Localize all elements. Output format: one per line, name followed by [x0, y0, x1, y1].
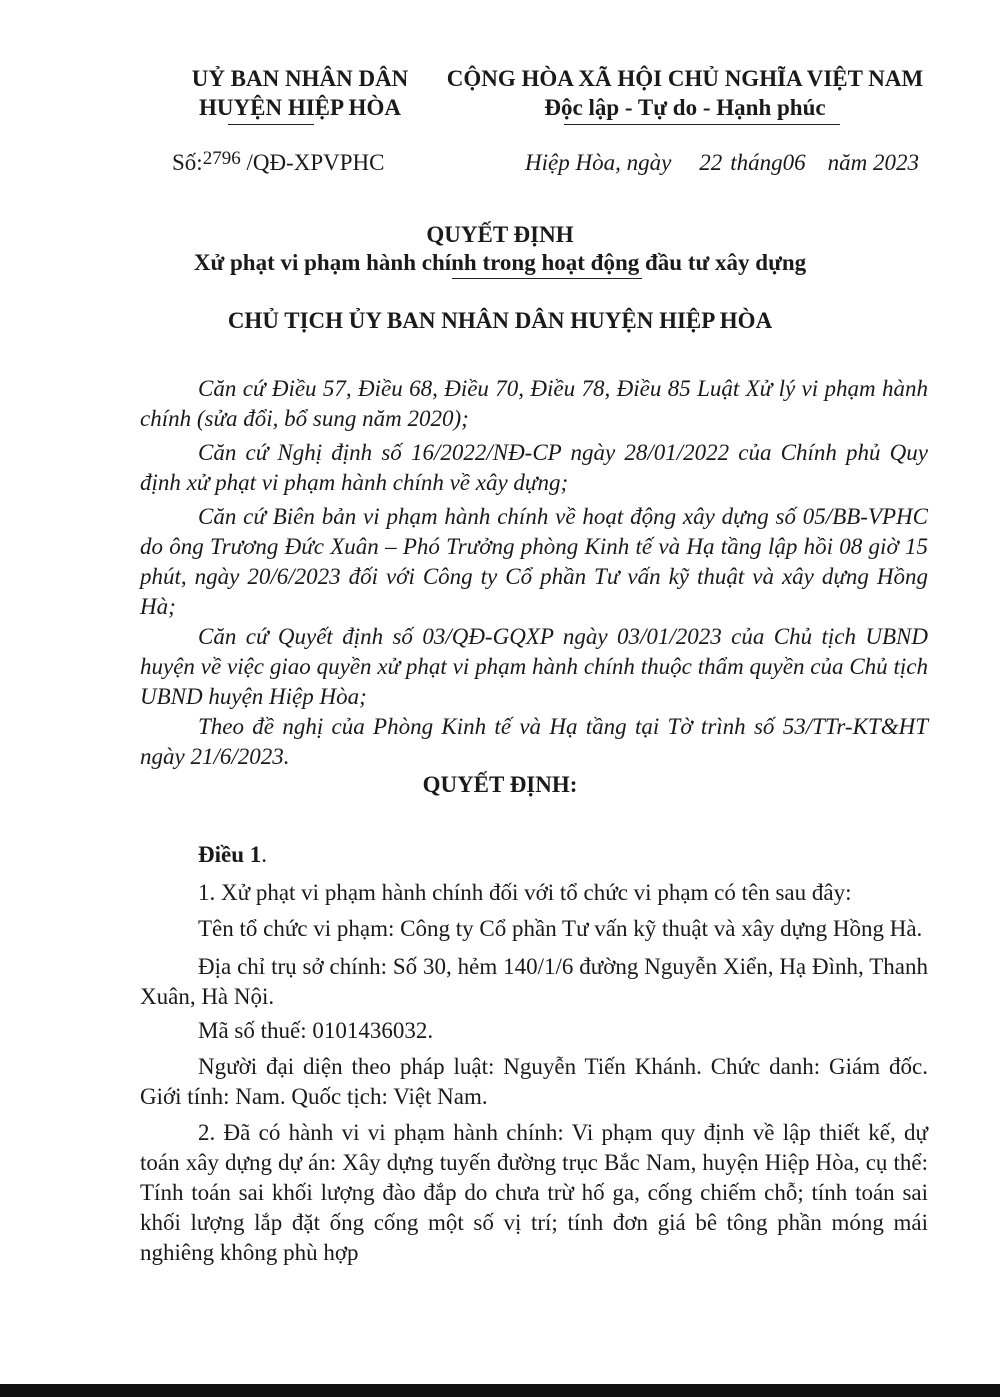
- motto: Độc lập - Tự do - Hạnh phúc: [544, 95, 826, 120]
- article-paragraph: Người đại diện theo pháp luật: Nguyễn Tiến Khánh. Chức danh: Giám đốc. Giới tính: Nam. Quốc tịch: Việt Nam.: [140, 1054, 928, 1109]
- preamble-item: Căn cứ Quyết định số 03/QĐ-GQXP ngày 03/01/2023 của Chủ tịch UBND huyện về việc giao quyền xử phạt vi phạm hành chính thuộc thẩm quyền của Chủ tịch UBND huyện Hiệp Hòa;: [140, 624, 928, 709]
- article-label: Điều 1: [198, 842, 262, 867]
- number-suffix: /QĐ-XPVPHC: [246, 150, 385, 175]
- article-label-suffix: .: [261, 842, 267, 867]
- date-month: 06: [782, 150, 806, 175]
- preamble-item: Căn cứ Nghị định số 16/2022/NĐ-CP ngày 28/01/2022 của Chính phủ Quy định xử phạt vi phạm hành chính về xây dựng;: [140, 440, 928, 495]
- decision-heading: QUYẾT ĐỊNH:: [422, 772, 578, 797]
- preamble-item: Theo đề nghị của Phòng Kinh tế và Hạ tầng tại Tờ trình số 53/TTr-KT&HT ngày 21/6/2023.: [140, 714, 928, 769]
- motto-underline: [564, 124, 840, 125]
- year-label: năm 2023: [827, 150, 920, 175]
- page-bottom-edge: [0, 1384, 1000, 1397]
- article-paragraph: 1. Xử phạt vi phạm hành chính đối với tổ chức vi phạm có tên sau đây:: [198, 880, 852, 905]
- document-number: [172, 150, 384, 176]
- agency-underline: [228, 124, 314, 125]
- place-label: Hiệp Hòa, ngày: [525, 150, 672, 175]
- place-date: [525, 150, 919, 176]
- number-value: 2796: [202, 148, 241, 169]
- agency-name-line1: UỶ BAN NHÂN DÂN: [191, 66, 409, 91]
- number-label: Số:: [172, 150, 203, 175]
- preamble-item: Căn cứ Biên bản vi phạm hành chính về hoạt động xây dựng số 05/BB-VPHC do ông Trương Đức Xuân – Phó Trưởng phòng Kinh tế và Hạ tầng lập hồi 08 giờ 15 phút, ngày 20/6/2023 đối với Công ty Cổ phần Tư vấn kỹ thuật và xây dựng Hồng Hà;: [140, 504, 928, 619]
- preamble-item: Căn cứ Điều 57, Điều 68, Điều 70, Điều 78, Điều 85 Luật Xử lý vi phạm hành chính (sửa đổi, bổ sung năm 2020);: [140, 376, 928, 431]
- republic-name: CỘNG HÒA XÃ HỘI CHỦ NGHĨA VIỆT NAM: [446, 66, 924, 91]
- article-paragraph: 2. Đã có hành vi vi phạm hành chính: Vi phạm quy định về lập thiết kế, dự toán xây dựng dự án: Xây dựng tuyến đường trục Bắc Nam, huyện Hiệp Hòa, cụ thể: Tính toán sai khối lượng đào đắp do chưa trừ hố ga, cống chiếm chỗ; tính toán sai khối lượng lắp đặt ống cống một số vị trí; tính đơn giá bê tông phần móng mái nghiêng không phù hợp: [140, 1120, 928, 1265]
- article-paragraph: Tên tổ chức vi phạm: Công ty Cổ phần Tư vấn kỹ thuật và xây dựng Hồng Hà.: [198, 916, 923, 941]
- issuing-authority: CHỦ TỊCH ỦY BAN NHÂN DÂN HUYỆN HIỆP HÒA: [227, 308, 773, 333]
- subtitle-underline: [452, 278, 642, 279]
- agency-name-line2: HUYỆN HIỆP HÒA: [199, 95, 401, 120]
- article-paragraph: Địa chỉ trụ sở chính: Số 30, hẻm 140/1/6 đường Nguyễn Xiển, Hạ Đình, Thanh Xuân, Hà Nội.: [140, 954, 928, 1009]
- date-day: 22: [699, 150, 723, 175]
- document-title: QUYẾT ĐỊNH: [426, 222, 574, 247]
- month-label: tháng: [730, 150, 783, 175]
- article-paragraph: Mã số thuế: 0101436032.: [198, 1018, 434, 1043]
- document-subtitle: Xử phạt vi phạm hành chính trong hoạt động đầu tư xây dựng: [193, 250, 807, 275]
- article-heading: [198, 842, 267, 868]
